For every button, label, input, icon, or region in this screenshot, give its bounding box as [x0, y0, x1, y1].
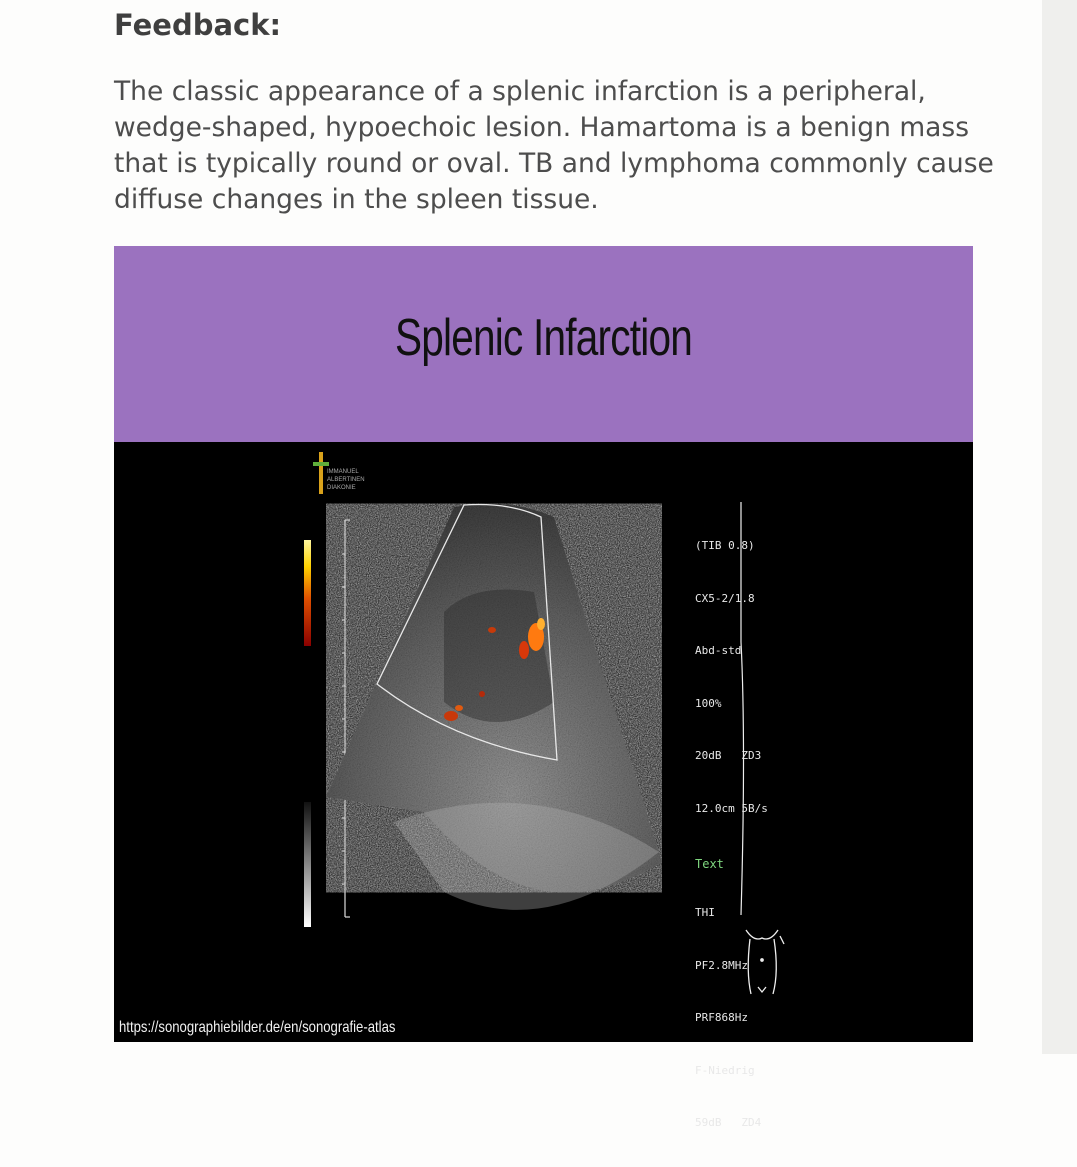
hospital-logo-text: IMMANUEL ALBERTINEN DIAKONIE	[327, 469, 365, 491]
feedback-text: The classic appearance of a splenic infarction is a peripheral, wedge-shaped, hypoechoic lesion. Hamartoma is a benign mass that is typically round or oval. TB and lymphoma commonly cause diffuse changes in the spleen tissue.	[114, 76, 994, 215]
param-line: (TIB 0.8)	[695, 539, 755, 552]
grayscale-bar	[304, 802, 311, 927]
right-gutter	[1042, 0, 1077, 1054]
ultrasound-figure	[114, 246, 973, 1129]
param-line: CX5-2/1.8	[695, 591, 755, 605]
annotation-text-label: Text	[695, 857, 724, 871]
param-line: 100%	[695, 696, 722, 710]
param-line: 59dB ZD4	[695, 1116, 762, 1129]
feedback-heading: Feedback:	[114, 8, 282, 42]
source-url: https://sonographiebilder.de/en/sonografie-atlas	[119, 1019, 396, 1036]
depth-scale	[342, 520, 350, 917]
param-line: 12.0cm 5B/s	[695, 801, 768, 815]
scanner-parameters	[695, 502, 768, 1167]
param-line: PF2.8MHz	[695, 958, 748, 972]
ultrasound-scan-graphic	[114, 442, 973, 1042]
color-scale-bar	[304, 540, 311, 646]
param-line: 20dB ZD3	[695, 749, 762, 762]
param-line: THI	[695, 906, 715, 919]
param-line: PRF868Hz	[695, 1011, 748, 1024]
figure-banner	[114, 246, 973, 442]
ultrasound-image	[114, 442, 973, 1129]
param-line: Abd-std	[695, 644, 742, 657]
figure-title: Splenic Infarction	[394, 309, 693, 367]
param-line: F-Niedrig	[695, 1063, 755, 1077]
